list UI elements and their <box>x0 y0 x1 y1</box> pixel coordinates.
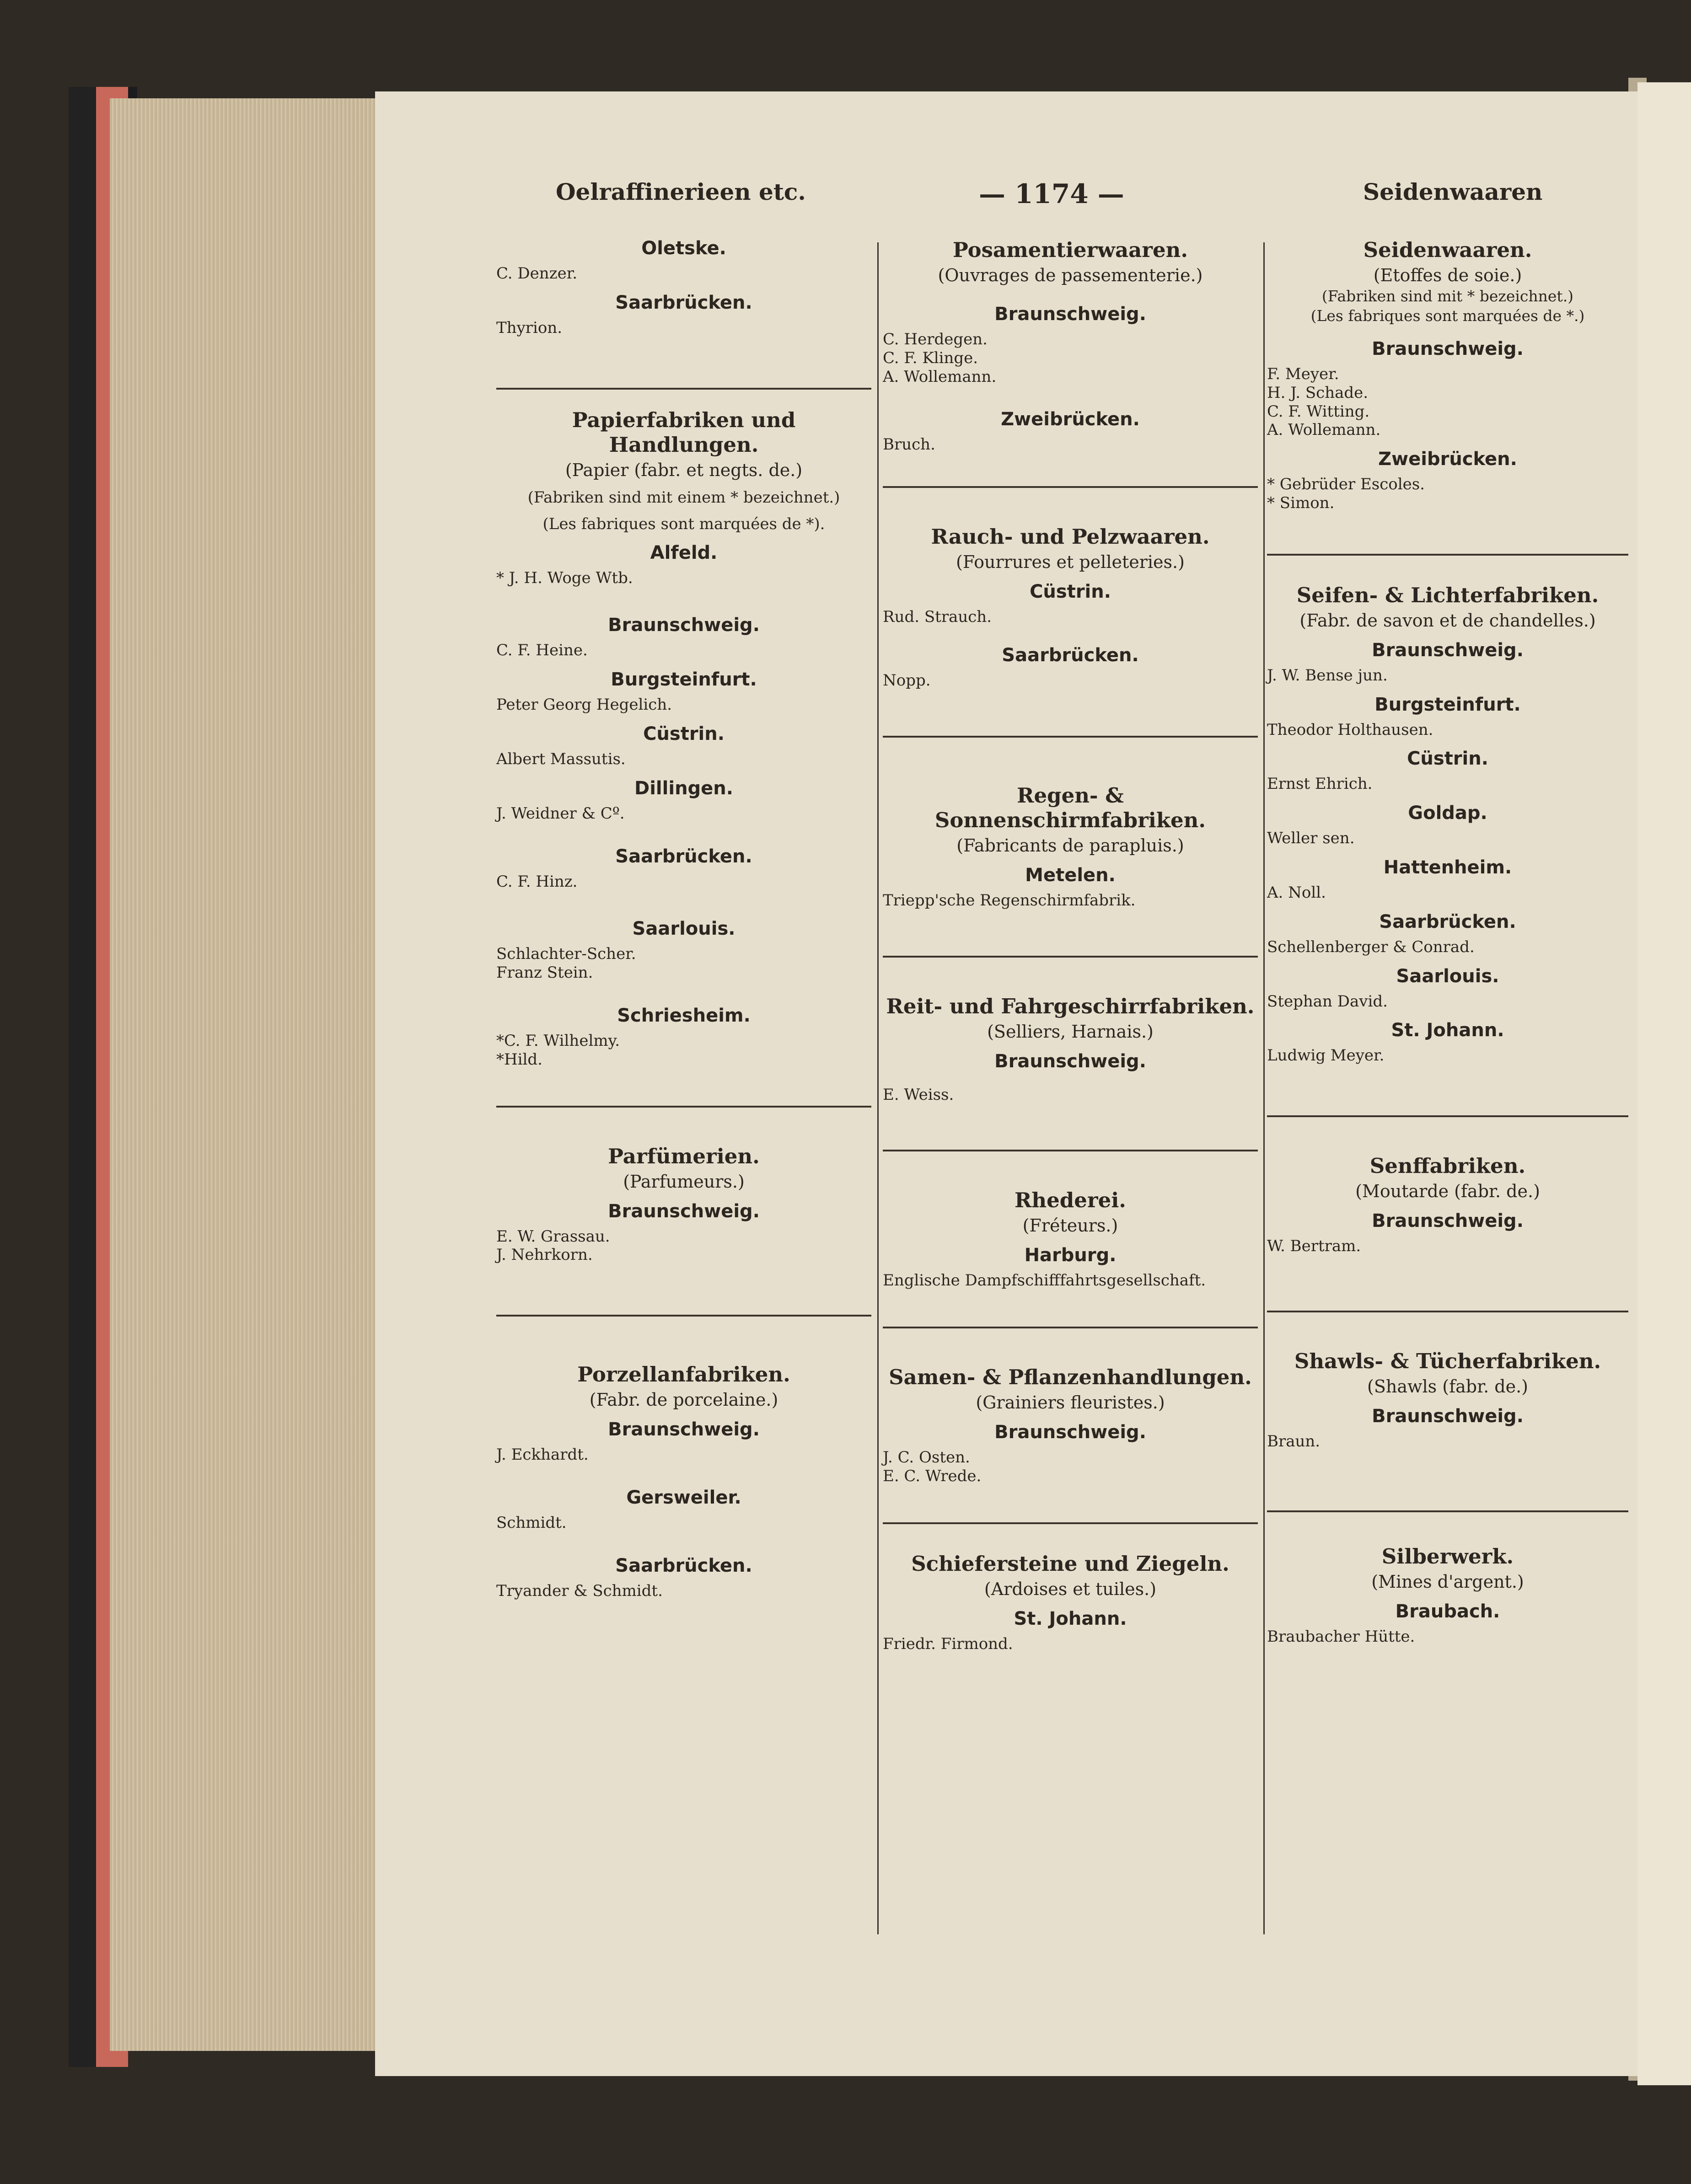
section-subtitle: (Etoffes de soie.) <box>1373 265 1522 285</box>
section-rule <box>883 1327 1258 1328</box>
city-heading: Zweibrücken. <box>1001 409 1140 430</box>
city-heading: Saarbrücken. <box>615 1555 752 1576</box>
entry: * J. H. Woge Wtb. <box>496 568 633 587</box>
section-rule <box>883 956 1258 958</box>
entry: Nopp. <box>883 671 931 690</box>
page-stack <box>110 98 384 2051</box>
entry: C. F. Hinz. <box>496 872 578 891</box>
section-rule <box>883 486 1258 488</box>
city-heading: St. Johann. <box>1391 1020 1504 1041</box>
section-title: Shawls- & Tücherfabriken. <box>1294 1349 1601 1373</box>
section-subtitle: (Fabricants de parapluis.) <box>956 835 1184 856</box>
city-heading: Braunschweig. <box>994 304 1146 325</box>
city-heading: Goldap. <box>1408 803 1487 824</box>
facing-page <box>1637 82 1691 2085</box>
section-rule <box>1267 554 1628 556</box>
section-title: Seifen- & Lichterfabriken. <box>1296 583 1599 607</box>
city-heading: Saarbrücken. <box>615 292 752 313</box>
entry: Thyrion. <box>496 318 563 337</box>
entry: H. J. Schade. <box>1267 383 1369 402</box>
entry: Ernst Ehrich. <box>1267 775 1373 793</box>
section-title: Seidenwaaren. <box>1363 238 1532 262</box>
column-divider-1 <box>877 242 879 1934</box>
section-subtitle: (Grainiers fleuristes.) <box>976 1392 1165 1413</box>
entry: E. W. Grassau. <box>496 1227 610 1246</box>
section-title: Parfümerien. <box>608 1144 760 1168</box>
section-rule <box>1267 1311 1628 1312</box>
entry: Peter Georg Hegelich. <box>496 696 672 714</box>
section-subtitle: (Ouvrages de passementerie.) <box>938 265 1203 285</box>
entry: *Hild. <box>496 1050 542 1069</box>
section-rule <box>1267 1115 1628 1117</box>
entry: Bruch. <box>883 435 935 454</box>
section-title: Samen- & Pflanzenhandlungen. <box>889 1365 1252 1390</box>
entry: Triepp'sche Regenschirmfabrik. <box>883 891 1136 910</box>
entry: C. F. Klinge. <box>883 348 978 367</box>
entry: E. C. Wrede. <box>883 1467 982 1485</box>
entry: Albert Massutis. <box>496 749 626 768</box>
entry: Schellenberger & Conrad. <box>1267 937 1475 956</box>
entry: Weller sen. <box>1267 829 1355 848</box>
city-heading: Gersweiler. <box>626 1487 741 1508</box>
section-title: Papierfabriken und Handlungen. <box>572 407 796 457</box>
section-rule <box>496 1315 871 1317</box>
city-heading: Braunschweig. <box>1372 1405 1524 1427</box>
entry: A. Wollemann. <box>1267 421 1381 439</box>
city-heading: Braunschweig. <box>608 1419 760 1440</box>
entry: Friedr. Firmond. <box>883 1634 1013 1653</box>
section-subtitle: (Fabr. de porcelaine.) <box>589 1390 778 1410</box>
section-rule <box>883 736 1258 738</box>
column-1 <box>496 238 871 1601</box>
section-rule <box>883 1522 1258 1524</box>
city-heading: Braubach. <box>1395 1601 1500 1622</box>
city-heading: Harburg. <box>1024 1245 1117 1266</box>
section-title: Schiefersteine und Ziegeln. <box>911 1551 1229 1576</box>
entry: F. Meyer. <box>1267 365 1339 383</box>
section-subtitle: (Fréteurs.) <box>1022 1215 1118 1236</box>
entry: Schlachter-Scher. <box>496 945 636 964</box>
city-heading: Braunschweig. <box>1372 1210 1524 1232</box>
entry: Theodor Holthausen. <box>1267 720 1433 739</box>
section-subtitle: (Selliers, Harnais.) <box>987 1021 1154 1042</box>
section-subtitle: (Fabr. de savon et de chandelles.) <box>1299 610 1596 631</box>
city-heading: Braunschweig. <box>1372 338 1524 359</box>
section-note: (Les fabriques sont marquées de *.) <box>1310 307 1585 325</box>
entry: J. Eckhardt. <box>496 1445 589 1464</box>
city-heading: Oletske. <box>641 238 726 259</box>
city-heading: Metelen. <box>1025 864 1116 886</box>
entry: W. Bertram. <box>1267 1237 1361 1256</box>
city-heading: Hattenheim. <box>1383 856 1512 878</box>
section-rule <box>496 1106 871 1108</box>
column-2 <box>883 238 1258 1654</box>
entry: Schmidt. <box>496 1513 567 1532</box>
entry: C. F. Witting. <box>1267 402 1370 421</box>
entry: J. W. Bense jun. <box>1267 666 1388 685</box>
section-subtitle: (Ardoises et tuiles.) <box>984 1579 1157 1599</box>
entry: J. Weidner & Cº. <box>496 804 625 823</box>
section-rule <box>883 1150 1258 1151</box>
city-heading: Zweibrücken. <box>1378 449 1517 470</box>
column-divider-2 <box>1263 242 1265 1934</box>
section-subtitle: (Parfumeurs.) <box>623 1171 745 1192</box>
city-heading: Braunschweig. <box>608 1200 760 1222</box>
city-heading: Cüstrin. <box>643 723 725 744</box>
city-heading: St. Johann. <box>1014 1608 1127 1629</box>
section-subtitle: (Moutarde (fabr. de.) <box>1355 1181 1540 1202</box>
entry: A. Wollemann. <box>883 367 997 386</box>
city-heading: Dillingen. <box>634 777 733 799</box>
section-rule <box>1267 1510 1628 1512</box>
section-subtitle: (Papier (fabr. et negts. de.) <box>565 460 803 480</box>
city-heading: Saarlouis. <box>1396 965 1499 987</box>
entry: Braubacher Hütte. <box>1267 1627 1415 1646</box>
section-note: (Les fabriques sont marquées de *). <box>542 514 825 533</box>
entry: Braun. <box>1267 1432 1321 1451</box>
entry: * Gebrüder Escoles. <box>1267 475 1425 494</box>
section-title: Posamentierwaaren. <box>952 238 1188 262</box>
entry: Englische Dampfschifffahrtsgesellschaft. <box>883 1271 1206 1290</box>
city-heading: Alfeld. <box>650 542 718 563</box>
city-heading: Saarbrücken. <box>1379 911 1516 932</box>
city-heading: Saarbrücken. <box>615 846 752 867</box>
entry: * Simon. <box>1267 493 1335 512</box>
entry: C. F. Heine. <box>496 641 588 660</box>
city-heading: Braunschweig. <box>608 615 760 636</box>
entry: A. Noll. <box>1267 883 1326 902</box>
entry: Tryander & Schmidt. <box>496 1581 663 1600</box>
running-head-left: Oelraffinerieen etc. <box>556 178 806 205</box>
city-heading: Braunschweig. <box>994 1422 1146 1443</box>
column-3 <box>1267 238 1628 1646</box>
entry: J. Nehrkorn. <box>496 1246 593 1264</box>
city-heading: Cüstrin. <box>1030 581 1111 603</box>
entry: E. Weiss. <box>883 1085 954 1104</box>
entry: Ludwig Meyer. <box>1267 1046 1385 1065</box>
section-title: Rauch- und Pelzwaaren. <box>931 525 1210 549</box>
section-note: (Fabriken sind mit einem * bezeichnet.) <box>527 488 840 507</box>
section-title: Senffabriken. <box>1369 1154 1526 1178</box>
section-subtitle: (Mines d'argent.) <box>1371 1571 1524 1592</box>
entry: Franz Stein. <box>496 964 593 982</box>
entry: C. Herdegen. <box>883 330 988 348</box>
entry: Stephan David. <box>1267 992 1388 1011</box>
section-title: Porzellanfabriken. <box>577 1362 790 1387</box>
section-subtitle: (Shawls (fabr. de.) <box>1367 1376 1528 1397</box>
entry: C. Denzer. <box>496 264 578 283</box>
running-head-right: Seidenwaaren <box>1363 178 1543 205</box>
section-title: Regen- & Sonnenschirmfabriken. <box>934 783 1206 832</box>
section-title: Silberwerk. <box>1381 1544 1514 1568</box>
section-note: (Fabriken sind mit * bezeichnet.) <box>1321 287 1574 305</box>
city-heading: Braunschweig. <box>1372 639 1524 661</box>
city-heading: Burgsteinfurt. <box>1374 694 1521 715</box>
book-spine <box>69 87 96 2067</box>
section-rule <box>496 388 871 390</box>
entry: *C. F. Wilhelmy. <box>496 1031 620 1050</box>
entry: Rud. Strauch. <box>883 608 992 626</box>
section-subtitle: (Fourrures et pelleteries.) <box>956 552 1185 573</box>
section-title: Reit- und Fahrgeschirrfabriken. <box>886 994 1255 1018</box>
city-heading: Burgsteinfurt. <box>611 669 757 691</box>
city-heading: Cüstrin. <box>1407 748 1488 770</box>
city-heading: Braunschweig. <box>994 1050 1146 1072</box>
entry: J. C. Osten. <box>883 1448 970 1467</box>
city-heading: Saarlouis. <box>632 918 735 940</box>
section-title: Rhederei. <box>1015 1188 1126 1213</box>
city-heading: Saarbrücken. <box>1002 644 1139 666</box>
page-number: — 1174 — <box>979 178 1124 209</box>
city-heading: Schriesheim. <box>617 1005 751 1026</box>
